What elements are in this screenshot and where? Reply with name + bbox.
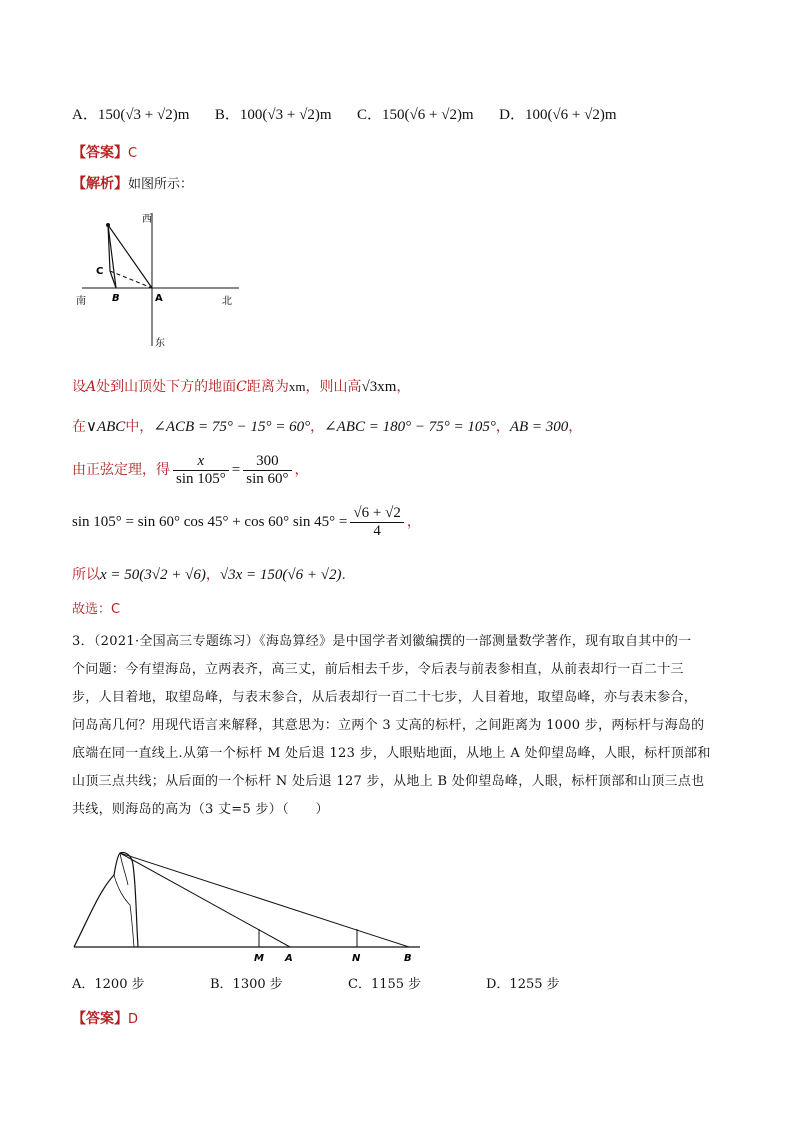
- island-inner-ridge: [114, 875, 134, 947]
- fraction-num: √6 + √2: [350, 505, 403, 523]
- q3-line: 步，人目着地，取望岛峰，与表末参合，从后表却行一百二十七步，人目着地，取望岛峰，亦与表末参合，: [72, 690, 698, 705]
- equals: =: [231, 462, 241, 478]
- sol1-point-a: A: [86, 379, 97, 395]
- q3-answer: [72, 1010, 138, 1029]
- sol5-part: 所以: [72, 567, 100, 583]
- q2-option-d: D．100(√6 + √2)m: [499, 107, 617, 123]
- q3-option-b: B．1300 步: [210, 977, 283, 992]
- sol3-part: ，: [294, 462, 309, 478]
- analysis-label: 【解析】: [72, 176, 128, 192]
- sol4-expression: sin 105° = sin 60° cos 45° + cos 60° sin 45° =: [72, 514, 348, 530]
- sol2-triangle: ∨ABC: [86, 419, 126, 435]
- sol1-part: 处到山顶处下方的地面: [96, 379, 237, 395]
- q3-option-d: D．1255 步: [486, 977, 560, 992]
- q3-line: 山顶三点共线；从后面的一个标杆 N 处后退 127 步，从地上 B 处仰望岛峰，人眼，标杆顶部和山顶三点也: [72, 774, 705, 789]
- q3-option-c: C．1155 步: [348, 977, 422, 992]
- sol2-part: 中，: [125, 419, 154, 435]
- answer-value: D: [128, 1012, 139, 1027]
- peak-point: [106, 223, 110, 227]
- q3-stem: [72, 628, 732, 824]
- sol2-angle-acb: ∠ACB = 75° − 15° = 60°: [153, 419, 311, 435]
- q2-answer: [72, 144, 137, 163]
- direction-diagram: [74, 208, 244, 353]
- solution-line-5: [72, 566, 355, 584]
- q2-option-b: B．100(√3 + √2)m: [214, 107, 332, 123]
- q3-line: 共线，则海岛的高为（3 丈=5 步）（ ）: [72, 802, 329, 817]
- sol2-part: ，: [568, 419, 583, 435]
- sol4-part: ，: [406, 514, 421, 530]
- fraction-x-sin105: [173, 453, 229, 488]
- choose-value: C: [111, 602, 121, 617]
- choose-label: 故选：: [72, 602, 112, 617]
- label-point-b: B: [112, 293, 120, 304]
- sol5-x-value: x = 50(3√2 + √6): [100, 567, 206, 583]
- q3-line: 问岛高几何？用现代语言来解释，其意思为：立两个 3 丈高的标杆，之间距离为 1000 步，两标杆与海岛的: [72, 718, 705, 733]
- answer-value: C: [128, 146, 138, 161]
- sol1-part: 设: [72, 379, 86, 395]
- q3-line: 个问题：今有望海岛，立两表齐，高三丈，前后相去千步，令后表与前表参相直，从前表却行一百二十三: [72, 662, 684, 677]
- sol5-part: ．: [341, 567, 356, 583]
- island-ridge-2: [120, 853, 128, 885]
- sol5-height-value: √3x = 150(√6 + √2): [219, 567, 342, 583]
- answer-label: 【答案】: [72, 145, 128, 161]
- q3-options-row: [72, 976, 560, 994]
- q3-line: 底端在同一直线上.从第一个标杆 M 处后退 123 步，人眼贴地面，从地上 A 处仰望岛峰，人眼，标杆顶部和: [72, 746, 711, 761]
- solution-line-2: [72, 418, 582, 436]
- sol2-ab: AB = 300: [509, 419, 569, 435]
- sol5-part: ，: [205, 567, 220, 583]
- fraction-den: sin 60°: [246, 470, 289, 487]
- fraction-sqrt6-sqrt2-over-4: [350, 505, 403, 540]
- label-point-a: A: [155, 293, 163, 304]
- label-b: B: [404, 953, 412, 964]
- answer-label: 【答案】: [72, 1011, 128, 1027]
- sol1-x: xm: [288, 379, 306, 394]
- choose-line: [72, 601, 120, 619]
- q2-analysis: [72, 175, 193, 194]
- label-east: 东: [155, 338, 165, 349]
- analysis-text: 如图所示：: [128, 177, 194, 192]
- q3-line: 3．（2021·全国高三专题练习）《海岛算经》是中国学者刘徽编撰的一部测量数学著作，现有取自其中的一: [72, 634, 692, 649]
- solution-line-3: [72, 450, 309, 490]
- q2-options-row: [72, 106, 617, 124]
- label-south: 南: [76, 296, 86, 307]
- sol1-part: ，则山高: [305, 379, 362, 395]
- label-point-c: C: [96, 266, 104, 277]
- label-west: 西: [142, 214, 152, 225]
- q2-option-c: C．150(√6 + √2)m: [357, 107, 474, 123]
- sol1-point-c: C: [236, 379, 247, 395]
- q3-option-a: A．1200 步: [72, 977, 145, 992]
- sol1-height: √3xm: [361, 379, 397, 395]
- sol1-part: 距离为: [246, 379, 289, 395]
- fraction-den: sin 105°: [176, 470, 226, 487]
- q2-option-a: A．150(√3 + √2)m: [72, 107, 190, 123]
- island-diagram: [70, 845, 425, 965]
- label-a: A: [285, 953, 293, 964]
- sol2-angle-abc: ∠ABC = 180° − 75° = 105°: [324, 419, 496, 435]
- label-north: 北: [222, 296, 232, 307]
- label-m: M: [254, 953, 264, 964]
- sol2-part: 在: [72, 419, 86, 435]
- fraction-300-sin60: [243, 453, 291, 488]
- fraction-num: x: [173, 453, 229, 471]
- fraction-den: 4: [373, 522, 381, 539]
- sol1-part: ，: [396, 379, 411, 395]
- sol3-part: 由正弦定理，得: [72, 462, 170, 478]
- solution-line-4: [72, 502, 421, 542]
- sol2-part: ，: [310, 419, 325, 435]
- sol2-part: ，: [495, 419, 510, 435]
- island-outline: [74, 853, 138, 948]
- fraction-num: 300: [243, 453, 291, 471]
- solution-line-1: [72, 378, 410, 396]
- label-n: N: [352, 953, 361, 964]
